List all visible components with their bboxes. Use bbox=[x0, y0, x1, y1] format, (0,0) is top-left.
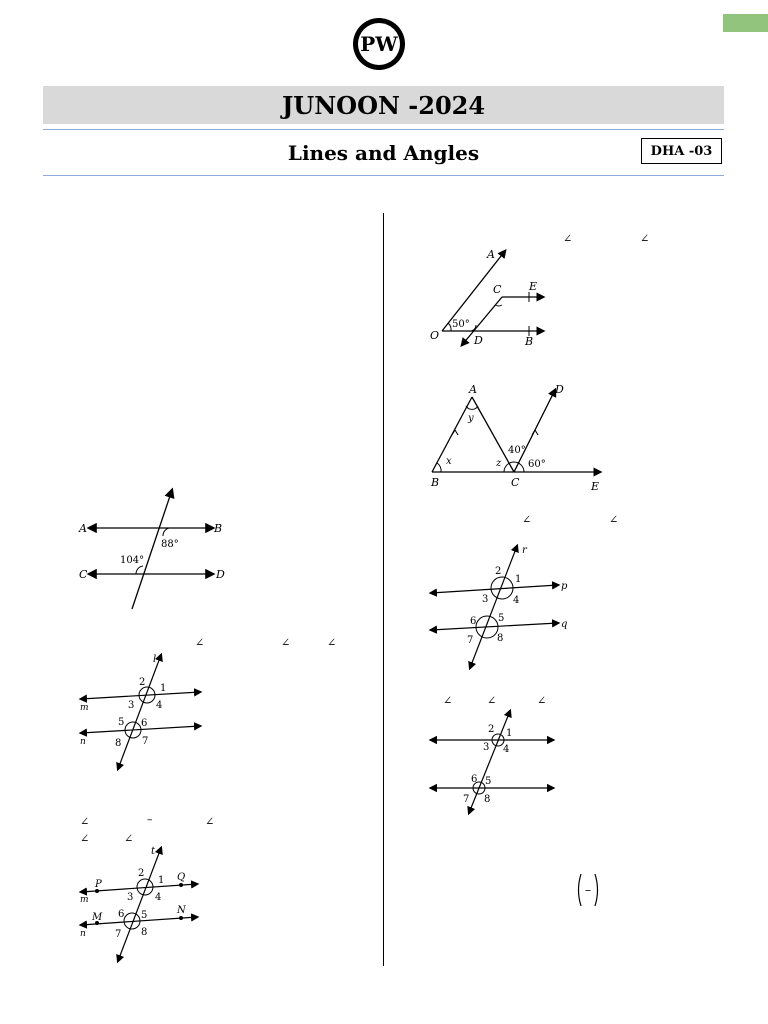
figure-transversal-rpq bbox=[425, 542, 585, 672]
svg-text:3: 3 bbox=[482, 594, 489, 605]
svg-text:z: z bbox=[496, 458, 502, 469]
svg-text:2: 2 bbox=[138, 868, 145, 879]
svg-text:5: 5 bbox=[485, 776, 492, 787]
angle-symbol: ∠ bbox=[487, 694, 497, 707]
svg-text:3: 3 bbox=[127, 892, 134, 903]
angle-104: 104° bbox=[120, 555, 145, 566]
svg-text:1: 1 bbox=[160, 683, 167, 694]
svg-text:5: 5 bbox=[141, 910, 148, 921]
svg-text:y: y bbox=[468, 413, 474, 424]
svg-text:q: q bbox=[561, 619, 568, 630]
figure-transversal-numbers bbox=[425, 707, 565, 817]
svg-text:40°: 40° bbox=[508, 445, 526, 456]
svg-text:t: t bbox=[151, 846, 156, 857]
top-rule bbox=[43, 129, 724, 130]
svg-text:6: 6 bbox=[471, 774, 478, 785]
angle-symbol: ∠ bbox=[522, 513, 532, 526]
svg-text:B: B bbox=[431, 476, 440, 489]
svg-text:E: E bbox=[591, 480, 600, 493]
svg-text:B: B bbox=[525, 335, 534, 348]
svg-text:3: 3 bbox=[483, 742, 490, 753]
angle-symbol: ∠ bbox=[327, 636, 337, 649]
column-divider bbox=[383, 213, 384, 966]
svg-text:6: 6 bbox=[118, 909, 125, 920]
svg-text:M: M bbox=[92, 912, 103, 923]
angle-symbol: ∠ bbox=[563, 232, 573, 245]
svg-text:8: 8 bbox=[497, 633, 504, 644]
svg-text:8: 8 bbox=[484, 794, 491, 805]
angle-88: 88° bbox=[161, 539, 179, 550]
svg-text:7: 7 bbox=[115, 929, 122, 940]
label-B: B bbox=[214, 522, 223, 535]
dash-symbol: – bbox=[147, 813, 153, 826]
svg-text:D: D bbox=[474, 334, 483, 347]
svg-text:4: 4 bbox=[503, 744, 510, 755]
svg-text:7: 7 bbox=[463, 794, 470, 805]
svg-text:4: 4 bbox=[513, 595, 520, 606]
page-title: JUNOON -2024 bbox=[43, 86, 724, 124]
svg-text:5: 5 bbox=[498, 613, 505, 624]
svg-text:6: 6 bbox=[470, 616, 477, 627]
svg-text:D: D bbox=[555, 383, 564, 396]
svg-text:P: P bbox=[95, 879, 102, 890]
svg-text:r: r bbox=[522, 545, 527, 556]
svg-text:O: O bbox=[430, 329, 440, 342]
bracket-expression bbox=[574, 872, 602, 908]
svg-text:A: A bbox=[469, 383, 477, 396]
svg-text:1: 1 bbox=[158, 875, 165, 886]
svg-text:6: 6 bbox=[141, 718, 148, 729]
angle-symbol: ∠ bbox=[205, 815, 215, 828]
page-subtitle: Lines and Angles bbox=[287, 141, 480, 165]
angle-symbol: ∠ bbox=[80, 832, 90, 845]
svg-text:1: 1 bbox=[506, 728, 513, 739]
svg-text:C: C bbox=[511, 476, 520, 489]
svg-text:x: x bbox=[446, 456, 452, 467]
svg-text:2: 2 bbox=[495, 566, 502, 577]
svg-text:8: 8 bbox=[141, 927, 148, 938]
svg-text:1: 1 bbox=[515, 574, 522, 585]
angle-symbol: ∠ bbox=[80, 815, 90, 828]
figure-transversal-pqmn bbox=[75, 842, 215, 967]
figure-parallel-ab-cd bbox=[75, 485, 245, 615]
figure-transversal-lmn bbox=[75, 650, 215, 775]
svg-text:C: C bbox=[493, 283, 502, 296]
angle-symbol: ∠ bbox=[537, 694, 547, 707]
svg-text:60°: 60° bbox=[528, 459, 546, 470]
angle-symbol: ∠ bbox=[195, 636, 205, 649]
svg-text:4: 4 bbox=[155, 892, 162, 903]
bottom-rule bbox=[43, 175, 724, 176]
angle-symbol: ∠ bbox=[640, 232, 650, 245]
line-n: n bbox=[80, 737, 86, 747]
svg-text:2: 2 bbox=[488, 724, 495, 735]
svg-text:7: 7 bbox=[467, 635, 474, 646]
svg-text:5: 5 bbox=[118, 717, 125, 728]
sheet-code: DHA -03 bbox=[641, 138, 722, 164]
svg-text:8: 8 bbox=[115, 738, 122, 749]
figure-triangle-abc bbox=[425, 380, 615, 495]
label-D: D bbox=[216, 568, 225, 581]
angle-symbol: ∠ bbox=[443, 694, 453, 707]
line-l: l bbox=[153, 654, 157, 665]
svg-text:50°: 50° bbox=[452, 319, 470, 330]
svg-text:7: 7 bbox=[142, 736, 149, 747]
corner-tab bbox=[723, 14, 768, 32]
svg-text:N: N bbox=[177, 905, 186, 916]
svg-text:3: 3 bbox=[128, 700, 135, 711]
svg-text:Q: Q bbox=[177, 872, 186, 883]
svg-text:m: m bbox=[80, 895, 89, 905]
svg-text:4: 4 bbox=[156, 700, 163, 711]
svg-text:–: – bbox=[585, 883, 591, 897]
angle-symbol: ∠ bbox=[281, 636, 291, 649]
pw-logo bbox=[352, 17, 406, 71]
svg-text:E: E bbox=[529, 280, 538, 293]
line-m: m bbox=[80, 703, 89, 713]
angle-symbol: ∠ bbox=[609, 513, 619, 526]
label-C: C bbox=[79, 568, 88, 581]
svg-text:p: p bbox=[561, 581, 568, 592]
svg-text:2: 2 bbox=[139, 677, 146, 688]
angle-symbol: ∠ bbox=[124, 832, 134, 845]
svg-text:n: n bbox=[80, 929, 86, 939]
logo-text: PW bbox=[360, 32, 398, 56]
svg-text:A: A bbox=[487, 248, 495, 261]
figure-angle-aob bbox=[425, 245, 565, 350]
label-A: A bbox=[79, 522, 87, 535]
